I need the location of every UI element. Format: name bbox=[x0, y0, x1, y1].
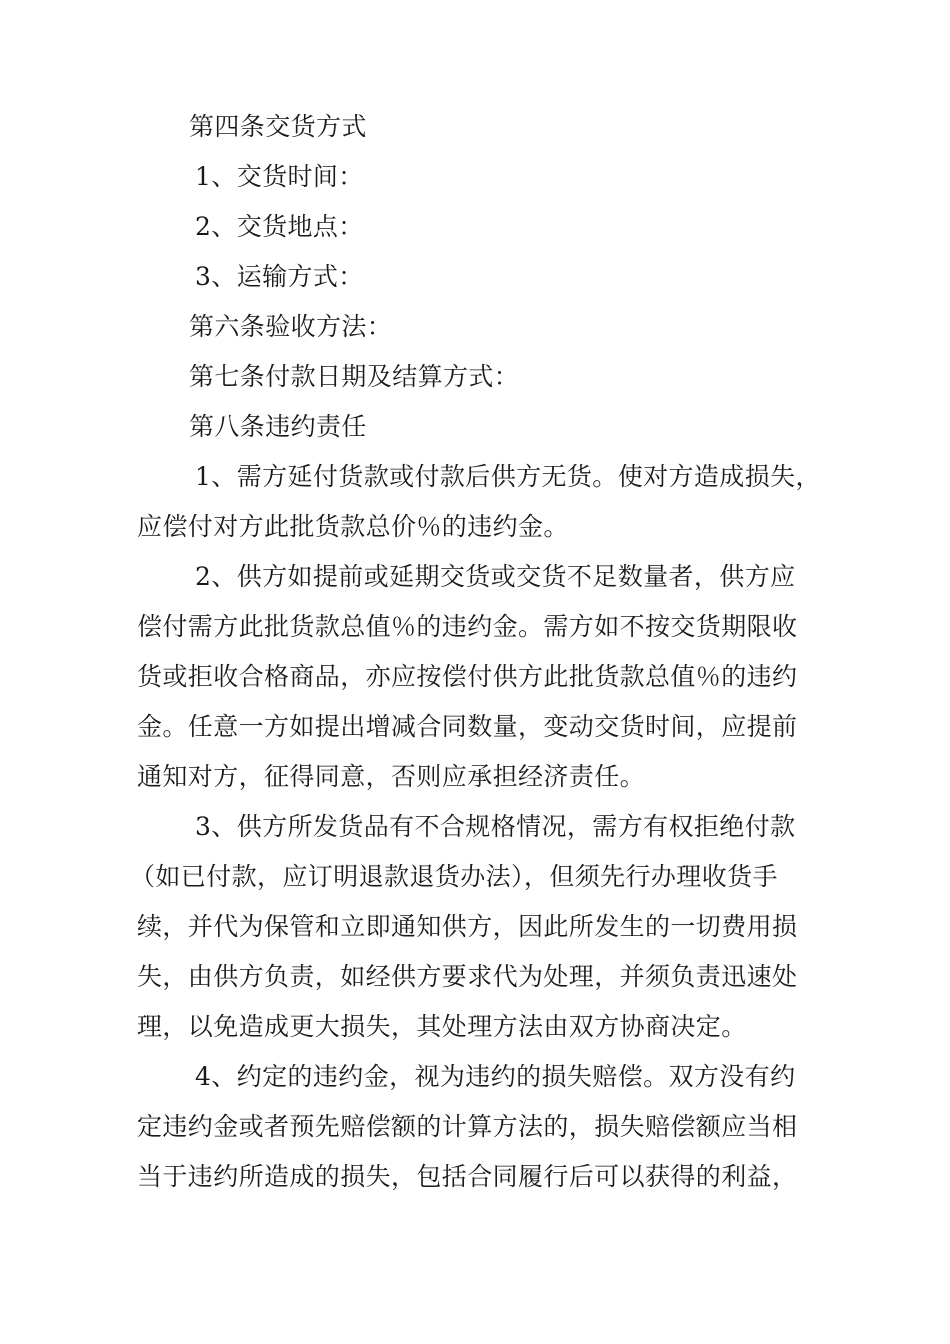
article-4-item-delivery-time: 1、交货时间： bbox=[195, 162, 364, 191]
article-8-clause-3-line: 失，由供方负责，如经供方要求代为处理，并须负责迅速处 bbox=[137, 962, 798, 991]
article-4-heading: 第四条交货方式 bbox=[189, 112, 367, 141]
article-6-heading: 第六条验收方法： bbox=[189, 312, 393, 341]
article-8-clause-1-line: 1、需方延付货款或付款后供方无货。使对方造成损失， bbox=[195, 462, 821, 491]
article-8-heading: 第八条违约责任 bbox=[189, 412, 367, 441]
article-4-item-transport-method: 3、运输方式： bbox=[195, 262, 364, 291]
article-8-clause-2-line: 货或拒收合格商品，亦应按偿付供方此批货款总值％的违约 bbox=[137, 662, 798, 691]
article-8-clause-3-line: 理，以免造成更大损失，其处理方法由双方协商决定。 bbox=[137, 1012, 747, 1041]
article-8-clause-3-line: （如已付款，应订明退款退货办法），但须先行办理收货手 bbox=[130, 862, 778, 891]
article-8-clause-4-line: 定违约金或者预先赔偿额的计算方法的，损失赔偿额应当相 bbox=[137, 1112, 798, 1141]
article-8-clause-3-line: 续，并代为保管和立即通知供方，因此所发生的一切费用损 bbox=[137, 912, 798, 941]
article-4-item-delivery-place: 2、交货地点： bbox=[195, 212, 364, 241]
article-8-clause-4-line: 当于违约所造成的损失，包括合同履行后可以获得的利益， bbox=[137, 1162, 798, 1191]
article-8-clause-2-line: 偿付需方此批货款总值％的违约金。需方如不按交货期限收 bbox=[137, 612, 798, 641]
article-8-clause-2-line: 通知对方，征得同意，否则应承担经济责任。 bbox=[137, 762, 646, 791]
article-8-clause-1-line: 应偿付对方此批货款总价％的违约金。 bbox=[137, 512, 569, 541]
article-8-clause-4-line: 4、约定的违约金，视为违约的损失赔偿。双方没有约 bbox=[195, 1062, 796, 1091]
article-8-clause-3-line: 3、供方所发货品有不合规格情况，需方有权拒绝付款 bbox=[195, 812, 796, 841]
article-8-clause-2-line: 金。任意一方如提出增减合同数量，变动交货时间，应提前 bbox=[137, 712, 798, 741]
article-8-clause-2-line: 2、供方如提前或延期交货或交货不足数量者，供方应 bbox=[195, 562, 796, 591]
article-7-heading: 第七条付款日期及结算方式： bbox=[189, 362, 520, 391]
